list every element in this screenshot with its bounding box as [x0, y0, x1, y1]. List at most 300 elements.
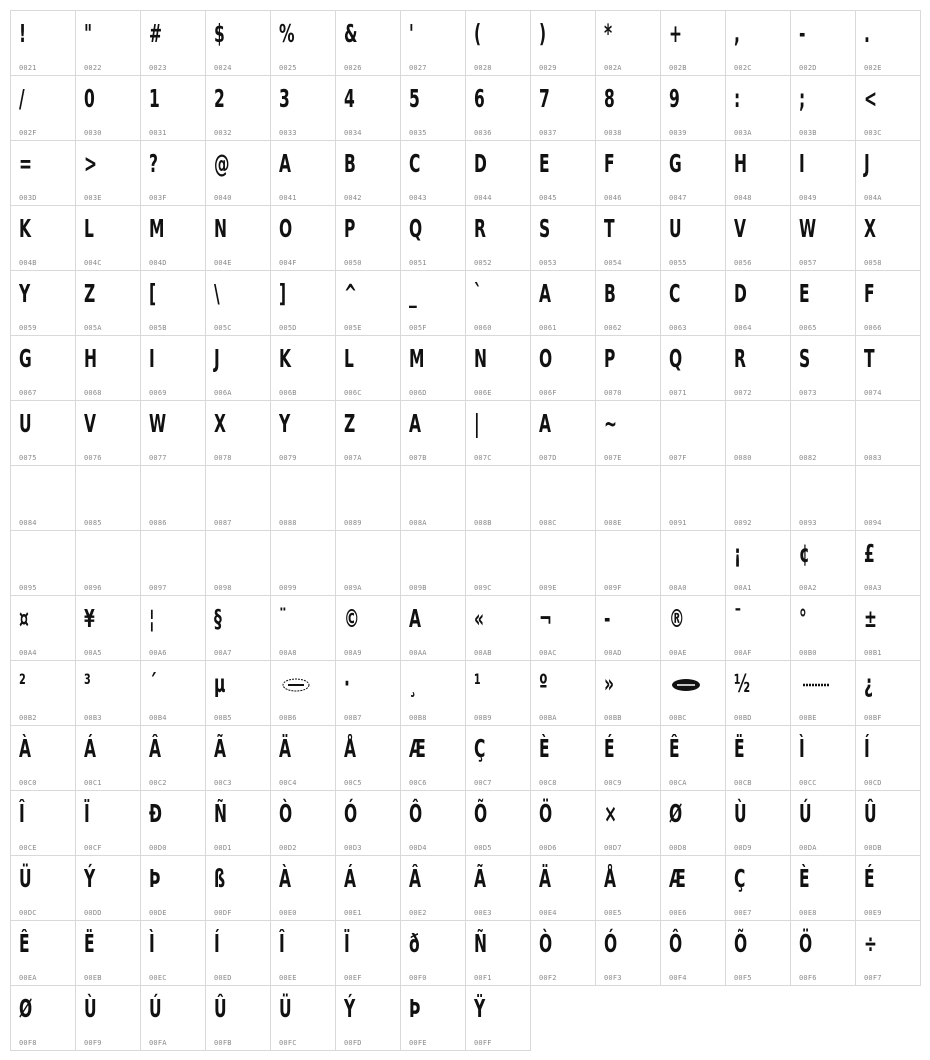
- glyph-sample: Û: [864, 799, 877, 828]
- glyph-code: 00E9: [864, 909, 882, 917]
- glyph-cell: [855, 400, 921, 466]
- glyph-code: 006F: [539, 389, 557, 397]
- glyph-sample: Þ: [149, 864, 161, 893]
- glyph-cell: [140, 465, 206, 531]
- glyph-cell: [530, 660, 596, 726]
- glyph-code: 00A1: [734, 584, 752, 592]
- glyph-sample: W: [149, 409, 167, 438]
- glyph-cell: [595, 205, 661, 271]
- glyph-cell: [335, 530, 401, 596]
- glyph-cell: [855, 855, 921, 921]
- glyph-cell: [10, 10, 76, 76]
- glyph-code: 00D3: [344, 844, 362, 852]
- glyph-cell: [270, 465, 336, 531]
- glyph-code: 00F9: [84, 1039, 102, 1047]
- glyph-cell: [790, 205, 856, 271]
- glyph-code: 00A2: [799, 584, 817, 592]
- glyph-cell: [400, 855, 466, 921]
- glyph-code: 0038: [604, 129, 622, 137]
- glyph-sample: G: [669, 149, 682, 178]
- glyph-code: 005A: [84, 324, 102, 332]
- glyph-cell: [595, 10, 661, 76]
- glyph-code: 0073: [799, 389, 817, 397]
- glyph-cell: [10, 270, 76, 336]
- glyph-sample: Ó: [604, 929, 618, 958]
- glyph-code: 00D5: [474, 844, 492, 852]
- glyph-cell: [270, 10, 336, 76]
- glyph-code: 00CB: [734, 779, 752, 787]
- glyph-sample: Ô: [669, 929, 683, 958]
- glyph-sample: À: [279, 864, 292, 893]
- glyph-sample: Í: [864, 734, 870, 763]
- glyph-sample: A: [279, 149, 292, 178]
- glyph-code: 0028: [474, 64, 492, 72]
- glyph-code: 00AC: [539, 649, 557, 657]
- glyph-code: 009E: [539, 584, 557, 592]
- glyph-cell: [270, 855, 336, 921]
- glyph-cell: [270, 920, 336, 986]
- glyph-cell: [140, 335, 206, 401]
- glyph-sample: Ô: [409, 799, 423, 828]
- glyph-code: 0031: [149, 129, 167, 137]
- glyph-cell: [855, 335, 921, 401]
- glyph-cell: [465, 725, 531, 791]
- glyph-code: 0065: [799, 324, 817, 332]
- glyph-sample: Q: [409, 214, 423, 243]
- glyph-code: 0030: [84, 129, 102, 137]
- glyph-code: 00D9: [734, 844, 752, 852]
- glyph-code: 0051: [409, 259, 427, 267]
- glyph-code: 00EE: [279, 974, 297, 982]
- glyph-cell: [205, 140, 271, 206]
- glyph-cell: [205, 790, 271, 856]
- glyph-cell: [205, 10, 271, 76]
- glyph-cell: [725, 140, 791, 206]
- glyph-cell: [725, 790, 791, 856]
- glyph-cell: [140, 660, 206, 726]
- glyph-sample: ¬: [539, 604, 552, 633]
- glyph-cell: [205, 205, 271, 271]
- glyph-sample: |: [474, 409, 480, 438]
- glyph-code: 00B7: [344, 714, 362, 722]
- glyph-sample: Ë: [84, 929, 95, 958]
- glyph-code: 0052: [474, 259, 492, 267]
- glyph-code: 008E: [604, 519, 622, 527]
- logo-glyph: [281, 677, 311, 693]
- glyph-cell: [595, 530, 661, 596]
- glyph-code: 00A5: [84, 649, 102, 657]
- glyph-sample: Í: [214, 929, 220, 958]
- glyph-code: 00CF: [84, 844, 102, 852]
- glyph-cell: [10, 140, 76, 206]
- glyph-code: 00AA: [409, 649, 427, 657]
- glyph-code: 0080: [734, 454, 752, 462]
- glyph-sample: Ã: [474, 864, 487, 893]
- glyph-sample: B: [344, 149, 356, 178]
- glyph-cell: [465, 10, 531, 76]
- glyph-sample: Æ: [409, 734, 426, 763]
- glyph-code: 0060: [474, 324, 492, 332]
- glyph-code: 00C7: [474, 779, 492, 787]
- glyph-cell: [75, 985, 141, 1051]
- glyph-code: 008B: [474, 519, 492, 527]
- glyph-sample: Ö: [539, 799, 553, 828]
- glyph-cell: [400, 725, 466, 791]
- glyph-cell: [335, 855, 401, 921]
- glyph-code: 009B: [409, 584, 427, 592]
- glyph-cell: [205, 530, 271, 596]
- glyph-code: 00CD: [864, 779, 882, 787]
- glyph-cell: [465, 985, 531, 1051]
- glyph-sample: -: [604, 604, 611, 633]
- glyph-cell: [335, 790, 401, 856]
- glyph-sample: I: [149, 344, 155, 373]
- glyph-sample: P: [604, 344, 616, 373]
- glyph-code: 00C1: [84, 779, 102, 787]
- glyph-code: 00C2: [149, 779, 167, 787]
- glyph-cell: [10, 400, 76, 466]
- glyph-code: 0094: [864, 519, 882, 527]
- glyph-code: 0098: [214, 584, 232, 592]
- glyph-cell: [790, 75, 856, 141]
- glyph-code: 0099: [279, 584, 297, 592]
- glyph-code: 00DE: [149, 909, 167, 917]
- glyph-sample: ": [84, 19, 93, 48]
- glyph-sample: Ù: [84, 994, 97, 1023]
- glyph-cell: [75, 335, 141, 401]
- glyph-sample: ¨: [279, 604, 287, 633]
- glyph-cell: [725, 595, 791, 661]
- glyph-sample: Y: [19, 279, 31, 308]
- glyph-code: 00BB: [604, 714, 622, 722]
- glyph-cell: [465, 920, 531, 986]
- glyph-sample: Ù: [734, 799, 747, 828]
- glyph-cell: [465, 75, 531, 141]
- glyph-cell: [790, 595, 856, 661]
- glyph-code: 00F3: [604, 974, 622, 982]
- glyph-cell: [270, 725, 336, 791]
- glyph-sample: ,: [734, 19, 740, 48]
- glyph-cell: [465, 855, 531, 921]
- glyph-code: 00ED: [214, 974, 232, 982]
- glyph-sample: *: [604, 19, 613, 48]
- glyph-sample: Ë: [734, 734, 745, 763]
- glyph-sample: °: [799, 604, 807, 633]
- glyph-cell: [75, 140, 141, 206]
- glyph-cell: [335, 985, 401, 1051]
- glyph-sample: `: [474, 279, 482, 308]
- glyph-sample: Ü: [279, 994, 292, 1023]
- glyph-cell: [790, 270, 856, 336]
- glyph-sample: H: [734, 149, 747, 178]
- glyph-code: 00DA: [799, 844, 817, 852]
- glyph-sample: §: [214, 604, 222, 633]
- glyph-code: 0027: [409, 64, 427, 72]
- glyph-sample: C: [409, 149, 421, 178]
- glyph-cell: [270, 595, 336, 661]
- glyph-sample: ³: [84, 669, 91, 698]
- glyph-sample: K: [279, 344, 292, 373]
- glyph-code: 0064: [734, 324, 752, 332]
- glyph-code: 00E2: [409, 909, 427, 917]
- glyph-sample: (: [474, 19, 482, 48]
- glyph-cell: [725, 270, 791, 336]
- glyph-code: 0022: [84, 64, 102, 72]
- glyph-code: 00E1: [344, 909, 362, 917]
- glyph-sample: F: [604, 149, 615, 178]
- glyph-cell: [660, 335, 726, 401]
- glyph-code: 005F: [409, 324, 427, 332]
- glyph-cell: [400, 530, 466, 596]
- glyph-cell: [335, 335, 401, 401]
- glyph-sample: A: [539, 409, 552, 438]
- glyph-code: 0086: [149, 519, 167, 527]
- glyph-code: 0057: [799, 259, 817, 267]
- glyph-cell: [75, 855, 141, 921]
- logo-glyph: [801, 677, 831, 693]
- glyph-sample: »: [604, 669, 615, 698]
- glyph-sample: Û: [214, 994, 227, 1023]
- glyph-cell: [270, 140, 336, 206]
- glyph-cell: [660, 920, 726, 986]
- glyph-grid: [10, 10, 920, 1050]
- glyph-cell: [400, 920, 466, 986]
- glyph-sample: B: [604, 279, 616, 308]
- glyph-cell: [465, 270, 531, 336]
- glyph-cell: [465, 530, 531, 596]
- glyph-code: 002A: [604, 64, 622, 72]
- glyph-sample: F: [864, 279, 875, 308]
- glyph-code: 0066: [864, 324, 882, 332]
- glyph-cell: [335, 465, 401, 531]
- glyph-code: 0076: [84, 454, 102, 462]
- glyph-cell: [270, 205, 336, 271]
- glyph-cell: [790, 400, 856, 466]
- glyph-code: 0095: [19, 584, 37, 592]
- glyph-cell: [465, 335, 531, 401]
- glyph-cell: [205, 595, 271, 661]
- glyph-code: 004E: [214, 259, 232, 267]
- glyph-cell: [595, 270, 661, 336]
- glyph-code: 00BE: [799, 714, 817, 722]
- glyph-cell: [140, 205, 206, 271]
- glyph-code: 00FC: [279, 1039, 297, 1047]
- glyph-sample: Ð: [149, 799, 162, 828]
- glyph-code: 00FA: [149, 1039, 167, 1047]
- glyph-cell: [270, 660, 336, 726]
- glyph-code: 0070: [604, 389, 622, 397]
- glyph-sample: R: [474, 214, 486, 243]
- glyph-sample: 9: [669, 84, 680, 113]
- glyph-cell: [10, 335, 76, 401]
- glyph-sample: :: [734, 84, 741, 113]
- glyph-cell: [595, 725, 661, 791]
- glyph-cell: [790, 10, 856, 76]
- glyph-sample: M: [409, 344, 425, 373]
- glyph-code: 009A: [344, 584, 362, 592]
- glyph-code: 00A9: [344, 649, 362, 657]
- glyph-cell: [75, 75, 141, 141]
- glyph-sample: Ã: [214, 734, 227, 763]
- glyph-sample: U: [19, 409, 32, 438]
- glyph-sample: /: [19, 84, 25, 113]
- glyph-code: 0082: [799, 454, 817, 462]
- glyph-code: 00BC: [669, 714, 687, 722]
- glyph-cell: [140, 400, 206, 466]
- glyph-cell: [660, 205, 726, 271]
- glyph-code: 00F7: [864, 974, 882, 982]
- glyph-cell: [530, 920, 596, 986]
- glyph-cell: [660, 140, 726, 206]
- glyph-sample: D: [734, 279, 747, 308]
- glyph-code: 0024: [214, 64, 232, 72]
- glyph-code: 0055: [669, 259, 687, 267]
- glyph-sample: Õ: [734, 929, 748, 958]
- glyph-code: 002E: [864, 64, 882, 72]
- glyph-code: 0059: [19, 324, 37, 332]
- glyph-cell: [595, 465, 661, 531]
- glyph-cell: [75, 10, 141, 76]
- glyph-sample: Ñ: [474, 929, 487, 958]
- glyph-code: 0036: [474, 129, 492, 137]
- glyph-code: 00C9: [604, 779, 622, 787]
- glyph-code: 00FE: [409, 1039, 427, 1047]
- glyph-cell: [335, 920, 401, 986]
- glyph-code: 005B: [149, 324, 167, 332]
- glyph-cell: [140, 140, 206, 206]
- glyph-code: 008A: [409, 519, 427, 527]
- glyph-sample: ¿: [864, 669, 873, 698]
- glyph-sample: ß: [214, 864, 226, 893]
- glyph-sample: Î: [279, 929, 285, 958]
- glyph-code: 0092: [734, 519, 752, 527]
- glyph-cell: [855, 725, 921, 791]
- glyph-code: 00EA: [19, 974, 37, 982]
- glyph-cell: [205, 465, 271, 531]
- glyph-code: 0029: [539, 64, 557, 72]
- glyph-sample: ¡: [734, 539, 742, 568]
- glyph-cell: [75, 465, 141, 531]
- glyph-sample: Å: [604, 864, 617, 893]
- glyph-code: 0089: [344, 519, 362, 527]
- glyph-code: 00B8: [409, 714, 427, 722]
- glyph-cell: [595, 335, 661, 401]
- glyph-cell: [855, 140, 921, 206]
- glyph-cell: [725, 75, 791, 141]
- glyph-sample: £: [864, 539, 875, 568]
- glyph-code: 005E: [344, 324, 362, 332]
- glyph-sample: Ö: [799, 929, 813, 958]
- glyph-cell: [205, 400, 271, 466]
- glyph-sample: J: [214, 344, 220, 373]
- glyph-cell: [660, 270, 726, 336]
- glyph-cell: [10, 985, 76, 1051]
- glyph-cell: [140, 595, 206, 661]
- glyph-cell: [205, 985, 271, 1051]
- glyph-code: 0039: [669, 129, 687, 137]
- glyph-cell: [10, 530, 76, 596]
- glyph-cell: [530, 530, 596, 596]
- glyph-code: 00F6: [799, 974, 817, 982]
- glyph-code: 007D: [539, 454, 557, 462]
- glyph-cell: [790, 660, 856, 726]
- glyph-code: 00B4: [149, 714, 167, 722]
- glyph-sample: C: [669, 279, 681, 308]
- glyph-cell: [270, 75, 336, 141]
- glyph-code: 0042: [344, 194, 362, 202]
- glyph-cell: [335, 595, 401, 661]
- glyph-sample: #: [149, 19, 162, 48]
- glyph-code: 004C: [84, 259, 102, 267]
- glyph-cell: [465, 595, 531, 661]
- glyph-cell: [855, 595, 921, 661]
- glyph-code: 00F4: [669, 974, 687, 982]
- glyph-code: 0048: [734, 194, 752, 202]
- glyph-cell: [660, 465, 726, 531]
- glyph-sample: Ý: [344, 994, 356, 1023]
- glyph-cell: [595, 790, 661, 856]
- glyph-code: 002C: [734, 64, 752, 72]
- glyph-cell: [530, 270, 596, 336]
- glyph-cell: [530, 725, 596, 791]
- glyph-cell: [335, 400, 401, 466]
- glyph-code: 0032: [214, 129, 232, 137]
- glyph-code: 007A: [344, 454, 362, 462]
- glyph-cell: [595, 920, 661, 986]
- glyph-code: 00A3: [864, 584, 882, 592]
- glyph-code: 003B: [799, 129, 817, 137]
- glyph-code: 0091: [669, 519, 687, 527]
- glyph-cell: [270, 790, 336, 856]
- glyph-code: 00F8: [19, 1039, 37, 1047]
- glyph-cell: [400, 75, 466, 141]
- glyph-code: 0075: [19, 454, 37, 462]
- glyph-code: 00AB: [474, 649, 492, 657]
- glyph-sample: >: [84, 149, 97, 178]
- glyph-cell: [205, 920, 271, 986]
- glyph-code: 0021: [19, 64, 37, 72]
- glyph-cell: [790, 790, 856, 856]
- glyph-cell: [75, 660, 141, 726]
- glyph-sample: V: [84, 409, 97, 438]
- glyph-cell: [270, 335, 336, 401]
- glyph-sample: .: [864, 19, 870, 48]
- glyph-code: 0074: [864, 389, 882, 397]
- glyph-cell: [530, 790, 596, 856]
- glyph-cell: [725, 335, 791, 401]
- glyph-sample: ®: [669, 604, 685, 633]
- glyph-sample: ]: [279, 279, 287, 308]
- glyph-sample: Ï: [84, 799, 90, 828]
- glyph-cell: [140, 75, 206, 141]
- glyph-cell: [140, 10, 206, 76]
- glyph-sample: «: [474, 604, 485, 633]
- glyph-code: 0071: [669, 389, 687, 397]
- glyph-sample: Ü: [19, 864, 32, 893]
- glyph-sample: T: [864, 344, 875, 373]
- glyph-cell: [595, 855, 661, 921]
- glyph-code: 00FD: [344, 1039, 362, 1047]
- glyph-cell: [595, 595, 661, 661]
- glyph-cell: [855, 660, 921, 726]
- glyph-sample: Þ: [409, 994, 421, 1023]
- glyph-cell: [205, 270, 271, 336]
- glyph-cell: [10, 790, 76, 856]
- glyph-cell: [725, 920, 791, 986]
- glyph-sample: Z: [84, 279, 96, 308]
- glyph-cell: [335, 205, 401, 271]
- glyph-sample: 4: [344, 84, 355, 113]
